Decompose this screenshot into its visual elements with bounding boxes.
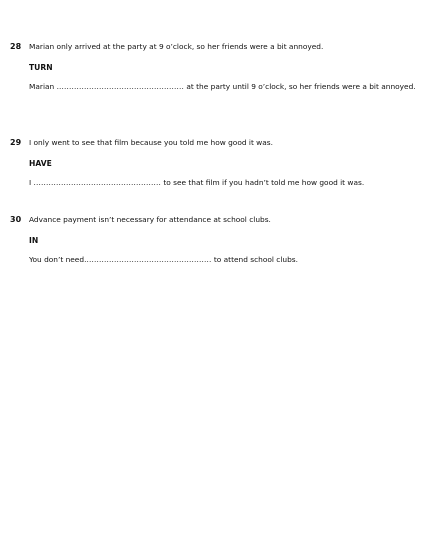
answer-after-text: at the party until 9 o’clock, so her friends were a bit annoyed. [184,82,416,91]
answer-before-text: I [29,178,34,187]
answer-line [29,173,421,192]
answer-line [29,77,421,96]
question-sentence: I only went to see that film because you told me how good it was. [29,138,273,147]
answer-line [29,250,421,269]
question-number: 30 [10,215,22,224]
answer-before-text: You don’t need [29,255,85,264]
question-keyword: TURN [29,63,53,72]
answer-after-text: to see that film if you hadn’t told me how good it was. [161,178,365,187]
question-number: 29 [10,138,22,147]
question-keyword: IN [29,236,39,245]
question-body [29,137,421,192]
question-sentence: Marian only arrived at the party at 9 o’clock, so her friends were a bit annoyed. [29,42,324,51]
answer-blank[interactable]: ................................................... [84,255,212,264]
answer-blank[interactable]: ................................................... [56,82,185,91]
question-keyword: HAVE [29,159,52,168]
question-sentence: Advance payment isn’t necessary for attendance at school clubs. [29,215,271,224]
question-number: 28 [10,42,22,51]
answer-blank[interactable]: ................................................... [33,178,161,187]
question-body [29,41,421,96]
answer-before-text: Marian [29,82,57,91]
question-body [29,214,421,269]
answer-after-text: to attend school clubs. [211,255,298,264]
